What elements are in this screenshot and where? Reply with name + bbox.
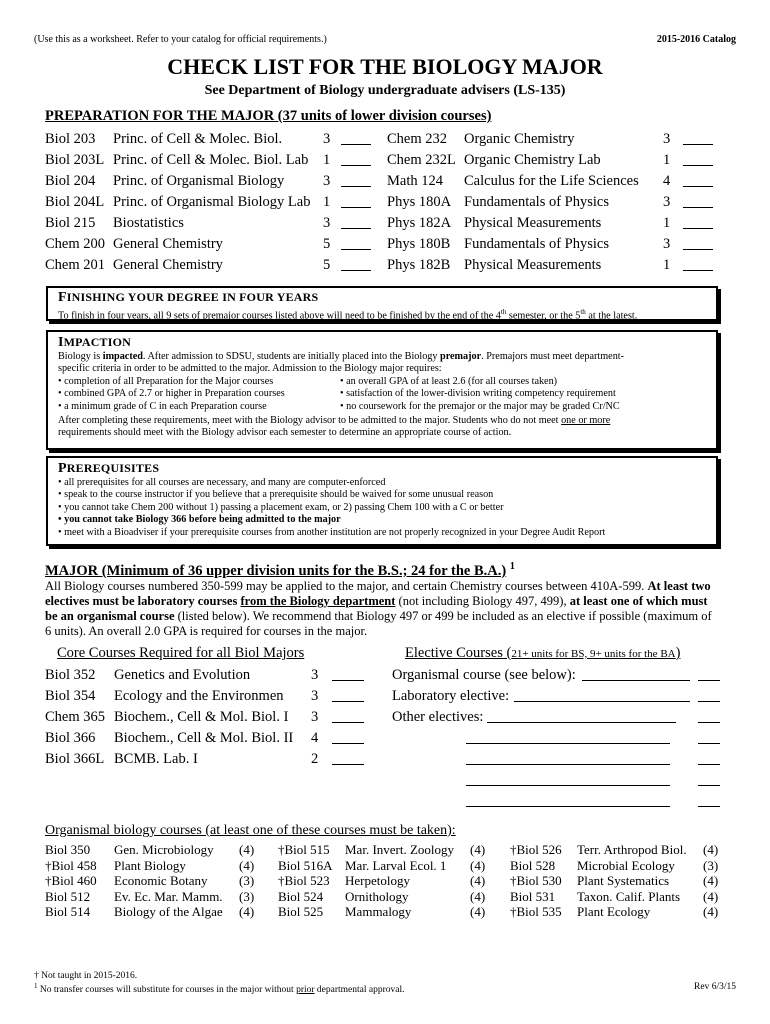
elective-units-blank[interactable] bbox=[698, 772, 720, 786]
course-units: 3 bbox=[663, 194, 671, 210]
course-name: Princ. of Organismal Biology bbox=[113, 173, 285, 189]
course-name: Ornithology bbox=[345, 888, 409, 904]
impaction-title: IMPACTION bbox=[58, 335, 132, 350]
completion-blank[interactable] bbox=[683, 152, 713, 166]
impaction-bullet: • no coursework for the premajor or the major may be graded Cr/NC bbox=[340, 400, 620, 412]
course-units: 3 bbox=[663, 131, 671, 147]
course-name: Plant Systematics bbox=[577, 873, 670, 888]
elective-entry-line[interactable] bbox=[466, 730, 670, 744]
completion-blank[interactable] bbox=[683, 215, 713, 229]
completion-blank[interactable] bbox=[332, 667, 364, 681]
page-title: CHECK LIST FOR THE BIOLOGY MAJOR bbox=[167, 54, 603, 79]
course-code: †Biol 526 bbox=[510, 842, 562, 857]
completion-blank[interactable] bbox=[341, 131, 371, 145]
course-name: Princ. of Cell & Molec. Biol. bbox=[113, 131, 283, 147]
course-units: 5 bbox=[323, 236, 331, 252]
course-name: Fundamentals of Physics bbox=[464, 236, 609, 252]
elective-entry-line[interactable] bbox=[466, 772, 670, 786]
elective-entry-line[interactable] bbox=[466, 751, 670, 765]
course-name: General Chemistry bbox=[113, 236, 223, 252]
course-units: 3 bbox=[311, 709, 319, 725]
course-code: Biol 512 bbox=[45, 888, 91, 904]
core-heading: Core Courses Required for all Biol Majors bbox=[57, 645, 305, 661]
course-code: Biol 366 bbox=[45, 730, 96, 746]
course-code: Biol 203L bbox=[45, 152, 105, 168]
completion-blank[interactable] bbox=[332, 709, 364, 723]
course-units: 4 bbox=[311, 730, 319, 746]
organismal-heading: Organismal biology courses (at least one of these courses must be taken): bbox=[45, 823, 456, 838]
course-code: Chem 200 bbox=[45, 236, 106, 252]
course-name: Terr. Arthropod Biol. bbox=[577, 842, 687, 857]
course-name: Biology of the Algae bbox=[114, 904, 223, 919]
completion-blank[interactable] bbox=[341, 257, 371, 271]
revision-date: Rev 6/3/15 bbox=[694, 982, 736, 992]
course-name: Princ. of Organismal Biology Lab bbox=[113, 194, 311, 210]
elective-label: Other electives: bbox=[392, 709, 484, 725]
completion-blank[interactable] bbox=[341, 236, 371, 250]
course-name: Plant Biology bbox=[114, 857, 186, 873]
course-units: (4) bbox=[470, 842, 486, 857]
completion-blank[interactable] bbox=[332, 751, 364, 765]
worksheet-note: (Use this as a worksheet. Refer to your catalog for official requirements.) bbox=[34, 34, 327, 45]
completion-blank[interactable] bbox=[683, 194, 713, 208]
course-code: Phys 182B bbox=[387, 257, 451, 273]
course-units: 1 bbox=[663, 152, 671, 168]
prerequisite-item: • all prerequisites for all courses are necessary, and many are computer-enforced bbox=[58, 477, 386, 488]
course-code: Chem 365 bbox=[45, 709, 106, 725]
course-code: Math 124 bbox=[387, 173, 443, 189]
footnote-transfer: $^1$ No transfer courses will substitute for courses in the major without prior departmental approval. bbox=[34, 982, 405, 996]
course-code: Biol 204 bbox=[45, 173, 96, 189]
course-code: Phys 180A bbox=[387, 194, 452, 210]
elective-units-blank[interactable] bbox=[698, 688, 720, 702]
prerequisite-item: • meet with a Bioadviser if your prerequisite courses from another institution are not properly recognized in your Degree Audit Report bbox=[58, 526, 606, 538]
course-units: 5 bbox=[323, 257, 331, 273]
course-units: (4) bbox=[239, 857, 255, 873]
course-name: Organic Chemistry bbox=[464, 131, 575, 147]
course-name: Taxon. Calif. Plants bbox=[577, 888, 681, 904]
course-code: Biol 528 bbox=[510, 857, 556, 873]
prerequisites-box bbox=[46, 456, 718, 546]
course-code: Biol 215 bbox=[45, 215, 96, 231]
course-name: Physical Measurements bbox=[464, 215, 602, 231]
impaction-bullet: • completion of all Preparation for the Major courses bbox=[58, 375, 274, 387]
course-name: Mammalogy bbox=[345, 904, 412, 919]
elective-units-blank[interactable] bbox=[698, 793, 720, 807]
prerequisite-item: • you cannot take Biology 366 before being admitted to the major bbox=[58, 514, 341, 526]
prerequisites-list bbox=[58, 477, 605, 539]
elective-label: Laboratory elective: bbox=[392, 688, 510, 704]
course-code: Phys 180B bbox=[387, 236, 451, 252]
major-heading: MAJOR (Minimum of 36 upper division units for the B.S.; 24 for the B.A.) $^1$ bbox=[45, 561, 515, 579]
course-code: Biol 525 bbox=[278, 904, 324, 919]
course-code: †Biol 523 bbox=[278, 873, 330, 888]
course-name: Fundamentals of Physics bbox=[464, 194, 609, 210]
course-units: 1 bbox=[323, 152, 331, 168]
course-units: 3 bbox=[311, 688, 319, 704]
elective-entry-line[interactable] bbox=[514, 688, 690, 702]
elective-entry-line[interactable] bbox=[582, 667, 690, 681]
elective-units-blank[interactable] bbox=[698, 709, 720, 723]
course-units: 3 bbox=[323, 173, 331, 189]
course-name: Gen. Microbiology bbox=[114, 842, 214, 857]
course-name: Biochem., Cell & Mol. Biol. I bbox=[114, 709, 289, 725]
course-name: Herpetology bbox=[345, 873, 410, 888]
catalog-year: 2015-2016 Catalog bbox=[656, 34, 736, 45]
course-code: Phys 182A bbox=[387, 215, 452, 231]
footnote-not-taught: † Not taught in 2015-2016. bbox=[34, 971, 138, 981]
course-code: †Biol 460 bbox=[45, 873, 97, 888]
completion-blank[interactable] bbox=[332, 688, 364, 702]
course-code: Chem 232L bbox=[387, 152, 456, 168]
course-units: (3) bbox=[239, 888, 255, 904]
course-name: Genetics and Evolution bbox=[114, 667, 251, 683]
elective-heading: Elective Courses (21+ units for BS, 9+ units for the BA) bbox=[405, 645, 681, 661]
course-code: Biol 524 bbox=[278, 888, 324, 904]
course-name: Calculus for the Life Sciences bbox=[464, 173, 639, 189]
course-name: Mar. Larval Ecol. 1 bbox=[345, 857, 447, 873]
course-units: (4) bbox=[470, 857, 486, 873]
course-units: (4) bbox=[703, 873, 719, 888]
course-code: †Biol 458 bbox=[45, 857, 97, 873]
course-units: (4) bbox=[470, 904, 486, 919]
course-code: Biol 204L bbox=[45, 194, 105, 210]
completion-blank[interactable] bbox=[341, 173, 371, 187]
course-units: (4) bbox=[239, 904, 255, 919]
course-units: 1 bbox=[663, 215, 671, 231]
elective-units-blank[interactable] bbox=[698, 667, 720, 681]
course-units: 3 bbox=[663, 236, 671, 252]
course-units: (4) bbox=[703, 888, 719, 904]
course-units: 1 bbox=[323, 194, 331, 210]
course-code: Biol 531 bbox=[510, 888, 556, 904]
impaction-bullet: • an overall GPA of at least 2.6 (for all courses taken) bbox=[340, 375, 558, 387]
course-name: Organic Chemistry Lab bbox=[464, 152, 601, 168]
course-units: 3 bbox=[311, 667, 319, 683]
impaction-bullet: • a minimum grade of C in each Preparation course bbox=[58, 400, 267, 412]
course-units: (4) bbox=[703, 904, 719, 919]
course-code: Biol 350 bbox=[45, 842, 91, 857]
course-name: Microbial Ecology bbox=[577, 857, 675, 873]
course-name: General Chemistry bbox=[113, 257, 223, 273]
course-code: Biol 354 bbox=[45, 688, 96, 704]
course-name: Ev. Ec. Mar. Mamm. bbox=[114, 888, 223, 904]
course-code: †Biol 530 bbox=[510, 873, 562, 888]
course-name: Economic Botany bbox=[114, 873, 208, 888]
course-code: Biol 516A bbox=[278, 857, 333, 873]
course-units: 2 bbox=[311, 751, 319, 767]
course-code: Chem 201 bbox=[45, 257, 106, 273]
impaction-text: Biology is impacted. After admission to SDSU, students are initially placed into the Biology premajor. Premajors must meet department- specific criteria in order to be admitted to the major. Admission to the Biology major requires: • completion of all Preparation for the Major courses • combined GPA of 2.7 or higher in Preparation courses • a minimum grade of C in each Preparation course • an overall GPA of at least 2.6 (for all courses taken) • satisfaction of the lower-division writing competency requirement • no coursework for the premajor or the major may be graded Cr/NC After completing these requirements, meet with the Biology advisor to be admitted to the major. Students who do not meet one or more requirements should meet with the Biology advisor each semester to determine an appropriate course of action. bbox=[58, 351, 625, 439]
completion-blank[interactable] bbox=[683, 257, 713, 271]
course-code: †Biol 535 bbox=[510, 904, 562, 919]
course-code: Biol 514 bbox=[45, 904, 91, 919]
course-name: Ecology and the Environmen bbox=[114, 688, 284, 704]
prerequisite-item: • speak to the course instructor if you believe that a prerequisite should be waived for some unusual reason bbox=[58, 489, 494, 501]
completion-blank[interactable] bbox=[341, 215, 371, 229]
impaction-box bbox=[46, 330, 718, 450]
elective-units-blank[interactable] bbox=[698, 730, 720, 744]
major-description: All Biology courses numbered 350-599 may be applied to the major, and certain Chemistry courses between 410A-599. At least two electives must be laboratory courses from the Biology department (not including Biology 497, 499), at least one of which must be an organismal course (listed below). We recommend that Biology 497 or 499 be included as an elective if possible (maximum of 6 units). An overall 2.0 GPA is required for courses in the major. bbox=[45, 579, 712, 638]
course-units: (4) bbox=[470, 873, 486, 888]
impaction-bullet: • combined GPA of 2.7 or higher in Preparation courses bbox=[58, 388, 285, 400]
course-name: Plant Ecology bbox=[577, 904, 651, 919]
finishing-title: FINISHING YOUR DEGREE IN FOUR YEARS bbox=[58, 290, 319, 305]
finishing-text: To finish in four years, all 9 sets of premajor courses listed above will need to be finished by the end of the 4th semester, or the 5th at the latest. bbox=[58, 308, 638, 322]
course-units: (4) bbox=[239, 842, 255, 857]
course-units: (3) bbox=[703, 857, 719, 873]
course-units: 1 bbox=[663, 257, 671, 273]
course-units: (3) bbox=[239, 873, 255, 888]
course-name: BCMB. Lab. I bbox=[114, 751, 198, 767]
page-subtitle: See Department of Biology undergraduate advisers (LS-135) bbox=[204, 83, 566, 98]
impaction-bullet: • satisfaction of the lower-division writing competency requirement bbox=[340, 388, 616, 400]
completion-blank[interactable] bbox=[341, 152, 371, 166]
course-name: Biochem., Cell & Mol. Biol. II bbox=[114, 730, 294, 746]
course-units: 3 bbox=[323, 215, 331, 231]
course-name: Biostatistics bbox=[113, 215, 184, 231]
completion-blank[interactable] bbox=[683, 131, 713, 145]
course-units: (4) bbox=[470, 888, 486, 904]
course-name: Physical Measurements bbox=[464, 257, 602, 273]
completion-blank[interactable] bbox=[683, 173, 713, 187]
course-units: 3 bbox=[323, 131, 331, 147]
prerequisite-item: • you cannot take Chem 200 without 1) passing a placement exam, or 2) passing Chem 100 with a C or better bbox=[58, 501, 504, 513]
finishing-box bbox=[46, 286, 718, 321]
course-code: Chem 232 bbox=[387, 131, 448, 147]
elective-units-blank[interactable] bbox=[698, 751, 720, 765]
completion-blank[interactable] bbox=[332, 730, 364, 744]
course-name: Mar. Invert. Zoology bbox=[345, 842, 455, 857]
course-code: †Biol 515 bbox=[278, 842, 330, 857]
course-units: (4) bbox=[703, 842, 719, 857]
completion-blank[interactable] bbox=[683, 236, 713, 250]
prep-heading: PREPARATION FOR THE MAJOR (37 units of lower division courses) bbox=[45, 108, 492, 124]
prerequisites-title: PREREQUISITES bbox=[58, 461, 160, 476]
course-code: Biol 203 bbox=[45, 131, 96, 147]
course-name: Princ. of Cell & Molec. Biol. Lab bbox=[113, 152, 309, 168]
elective-entry-line[interactable] bbox=[487, 709, 676, 723]
course-units: 4 bbox=[663, 173, 671, 189]
elective-label: Organismal course (see below): bbox=[392, 667, 576, 683]
completion-blank[interactable] bbox=[341, 194, 371, 208]
elective-entry-line[interactable] bbox=[466, 793, 670, 807]
course-code: Biol 366L bbox=[45, 751, 105, 767]
course-code: Biol 352 bbox=[45, 667, 96, 683]
